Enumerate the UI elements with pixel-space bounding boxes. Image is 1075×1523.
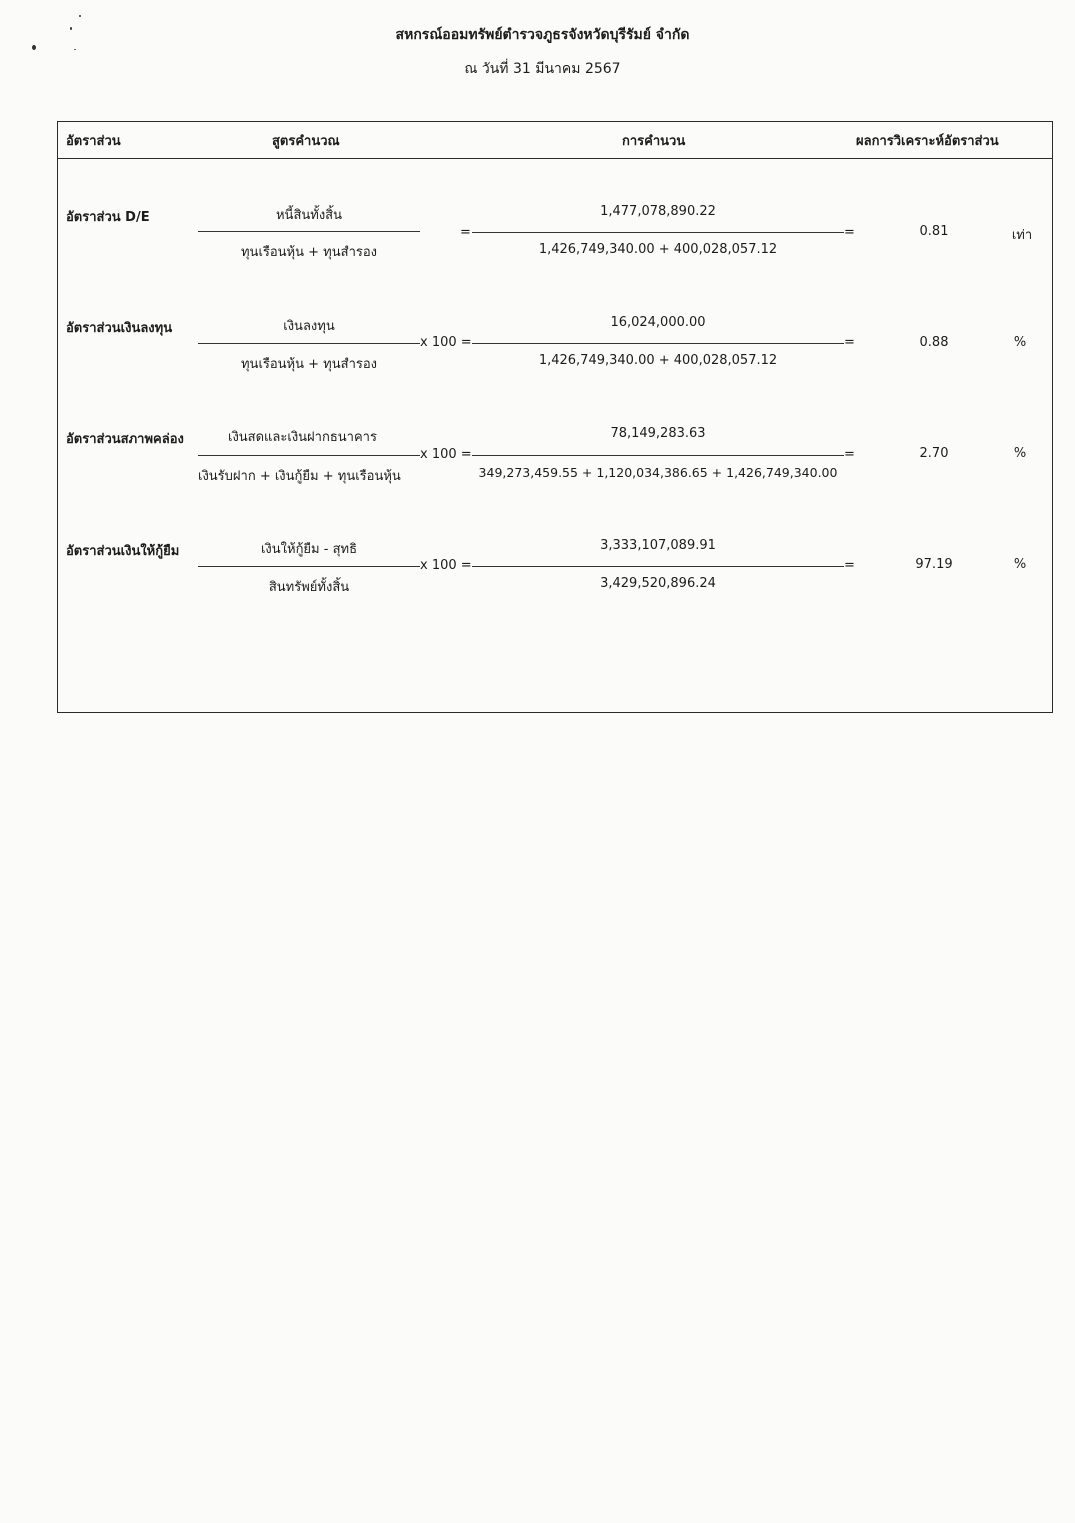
calc-denominator: 3,429,520,896.24 <box>600 576 716 591</box>
formula-denominator: ทุนเรือนหุ้น + ทุนสำรอง <box>240 357 378 372</box>
ratio-table <box>57 121 1053 713</box>
result-unit: % <box>1013 335 1027 350</box>
header-result: ผลการวิเคราะห์อัตราส่วน <box>856 134 999 149</box>
multiplier-sign: x 100 = <box>420 558 472 573</box>
formula-numerator: หนี้สินทั้งสิ้น <box>275 208 342 223</box>
scan-speck <box>79 15 81 17</box>
header-ratio: อัตราส่วน <box>66 134 121 149</box>
formula-numerator: เงินสดและเงินฝากธนาคาร <box>228 430 377 445</box>
calc-numerator: 1,477,078,890.22 <box>600 204 716 219</box>
multiplier-sign: x 100 = <box>420 335 472 350</box>
formula-denominator: สินทรัพย์ทั้งสิ้น <box>268 580 350 595</box>
result-value: 0.81 <box>919 224 949 239</box>
multiplier-sign: x 100 = <box>420 447 472 462</box>
calc-fraction-bar <box>472 232 844 233</box>
formula-numerator: เงินให้กู้ยืม - สุทธิ <box>260 542 358 557</box>
formula-denominator: ทุนเรือนหุ้น + ทุนสำรอง <box>240 245 378 260</box>
calc-numerator: 78,149,283.63 <box>610 426 706 441</box>
multiplier-sign: = <box>460 225 471 240</box>
result-value: 0.88 <box>919 335 949 350</box>
formula-fraction-bar <box>198 455 420 456</box>
header-divider <box>58 158 1052 159</box>
header-formula: สูตรคำนวณ <box>272 134 340 149</box>
document-date: ณ วันที่ 31 มีนาคม 2567 <box>464 61 621 77</box>
document-title: สหกรณ์ออมทรัพย์ตำรวจภูธรจังหวัดบุรีรัมย์ จำกัด <box>395 27 690 43</box>
equals-sign: = <box>844 225 855 240</box>
formula-fraction-bar <box>198 343 420 344</box>
scan-speck <box>74 49 76 50</box>
calc-denominator: 1,426,749,340.00 + 400,028,057.12 <box>538 353 778 368</box>
calc-denominator: 349,273,459.55 + 1,120,034,386.65 + 1,426,749,340.00 <box>478 465 838 480</box>
formula-numerator: เงินลงทุน <box>283 319 335 334</box>
result-value: 97.19 <box>915 557 953 572</box>
result-value: 2.70 <box>919 446 949 461</box>
row-label: อัตราส่วนเงินลงทุน <box>66 321 173 336</box>
row-label: อัตราส่วนเงินให้กู้ยืม <box>66 544 180 559</box>
equals-sign: = <box>844 558 855 573</box>
equals-sign: = <box>844 335 855 350</box>
row-label: อัตราส่วน D/E <box>66 210 150 225</box>
result-unit: % <box>1013 557 1027 572</box>
header-calculation: การคำนวน <box>622 134 686 149</box>
row-label: อัตราส่วนสภาพคล่อง <box>66 432 184 447</box>
result-unit: % <box>1013 446 1027 461</box>
equals-sign: = <box>844 447 855 462</box>
calc-fraction-bar <box>472 455 844 456</box>
formula-denominator: เงินรับฝาก + เงินกู้ยืม + ทุนเรือนหุ้น <box>198 469 401 484</box>
calc-fraction-bar <box>472 566 844 567</box>
formula-fraction-bar <box>198 231 420 232</box>
calc-numerator: 16,024,000.00 <box>610 315 706 330</box>
result-unit: เท่า <box>1011 228 1033 243</box>
calc-numerator: 3,333,107,089.91 <box>600 538 716 553</box>
calc-fraction-bar <box>472 343 844 344</box>
formula-fraction-bar <box>198 566 420 567</box>
calc-denominator: 1,426,749,340.00 + 400,028,057.12 <box>538 242 778 257</box>
